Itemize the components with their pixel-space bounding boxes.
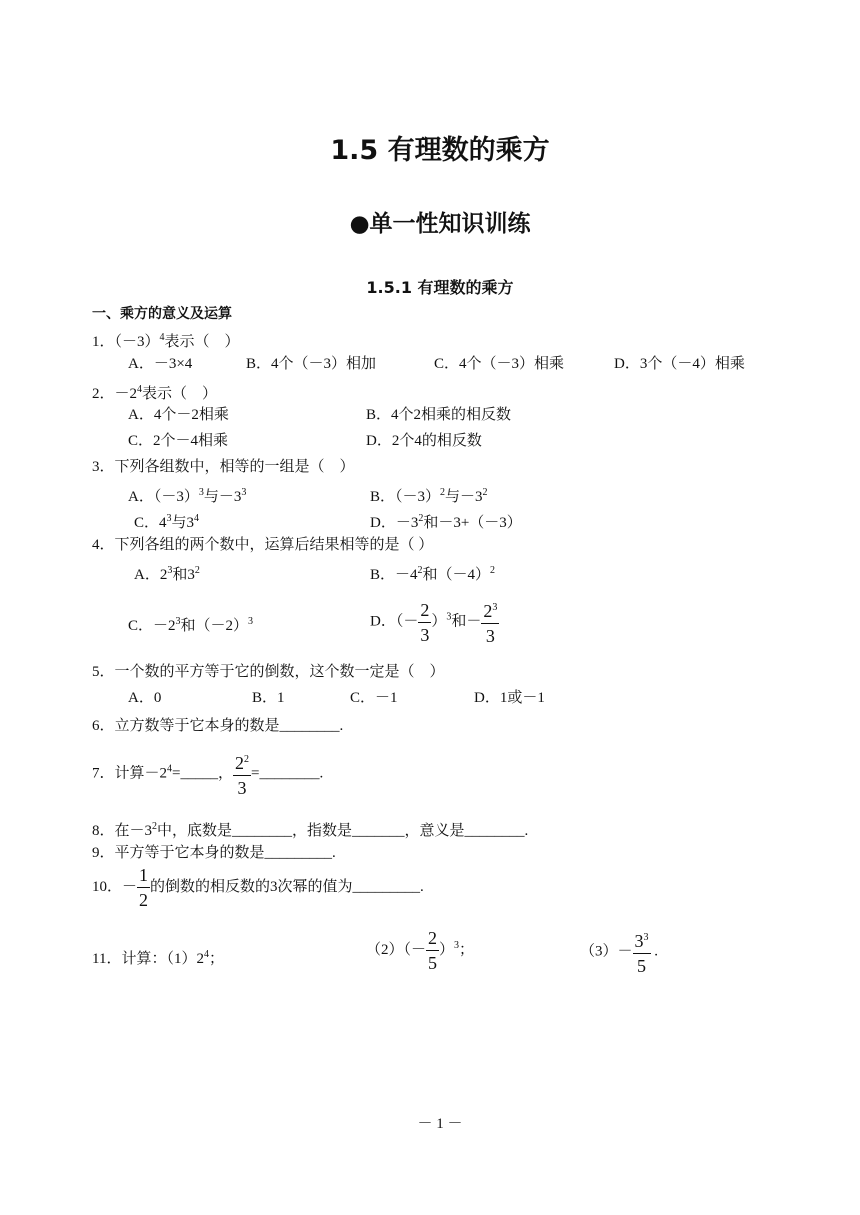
fraction: $\frac{2^2}{3}$ (234, 753, 249, 798)
q5-option-a: A．0 (128, 690, 162, 706)
fraction: $\frac{2^3}{3}$ (483, 601, 498, 646)
q2-option-b: B．4个2相乘的相反数 (366, 407, 512, 423)
question-6: 6．立方数等于它本身的数是________. (92, 718, 344, 734)
question-9: 9．平方等于它本身的数是_________. (92, 845, 336, 861)
section-title: 1.5.1 有理数的乘方 (366, 278, 514, 297)
part-heading: 一、乘方的意义及运算 (92, 306, 232, 322)
q1-option-c: C．4个（－3）相乘 (434, 356, 565, 372)
fraction: $\frac{1}{2}$ (139, 865, 149, 910)
page-number: － 1 － (417, 1116, 463, 1132)
q2-option-a: A．4个－2相乘 (128, 407, 229, 423)
question-2: 2．$-2^4$表示（ ） (92, 384, 218, 402)
fraction: $\frac{3^3}{5}$ (634, 931, 649, 976)
fraction: $\frac{2}{3}$ (420, 599, 430, 645)
question-11: 11．计算：$(1)2^4$； (92, 949, 224, 967)
q2-option-d: D．2个4的相反数 (366, 433, 482, 449)
q3-option-c: C．$4^3$与$3^4$ (134, 513, 200, 531)
q4-option-d: D．（－ $\frac{2}{3}$ ）$^3$和－ $\frac{2^3}{3}$ (370, 599, 498, 646)
question-1: 1．$(-3)^4$表示（ ） (92, 332, 240, 350)
q1-option-a: A．－3×4 (128, 356, 193, 372)
q5-option-b: B．1 (252, 690, 285, 706)
fraction: $\frac{2}{5}$ (428, 928, 438, 973)
question-5: 5．一个数的平方等于它的倒数，这个数一定是（ ） (92, 664, 445, 680)
q11-part-2: （2）（－ $\frac{2}{5}$ ）$^3$； (366, 928, 475, 973)
q3-option-d: D．$-3^2$和－3+（－3） (370, 513, 522, 531)
q1-option-b: B．4个（－3）相加 (246, 356, 377, 372)
q3-option-a: A．$(-3)^3$与$-3^3$ (128, 487, 247, 505)
q1-option-d: D．3个（－4）相乘 (614, 356, 745, 372)
q4-option-a: A．$2^3$和$3^2$ (134, 565, 200, 583)
q5-option-d: D．1或－1 (474, 690, 545, 706)
question-3: 3．下列各组数中，相等的一组是（ ） (92, 459, 355, 475)
q4-option-c: C．$-2^3$和$(-2)^3$ (128, 616, 254, 634)
q3-option-b: B．$(-3)^2$与$-3^2$ (370, 487, 488, 505)
q11-part-3: （3）－ $\frac{3^3}{5}$ . (580, 928, 658, 976)
q2-option-c: C．2个－4相乘 (128, 433, 229, 449)
question-7: 7．计算$-2^4=\_\_\_\_\_$， $\frac{2^2}{3}$ =________. (92, 750, 323, 798)
q4-option-b: B．$-4^2$和$(-4)^2$ (370, 565, 496, 583)
question-4: 4．下列各组的两个数中，运算后结果相等的是（ ） (92, 537, 434, 553)
question-10: 10．－ $\frac{1}{2}$ 的倒数的相反数的3次幂的值为_________. (92, 865, 424, 910)
page-title: 1.5 有理数的乘方 (330, 135, 550, 166)
page-subtitle: ●单一性知识训练 (349, 211, 531, 237)
q5-option-c: C．－1 (350, 690, 398, 706)
question-8: 8．在$-3^2$中，底数是________，指数是_______，意义是________. (92, 821, 529, 839)
